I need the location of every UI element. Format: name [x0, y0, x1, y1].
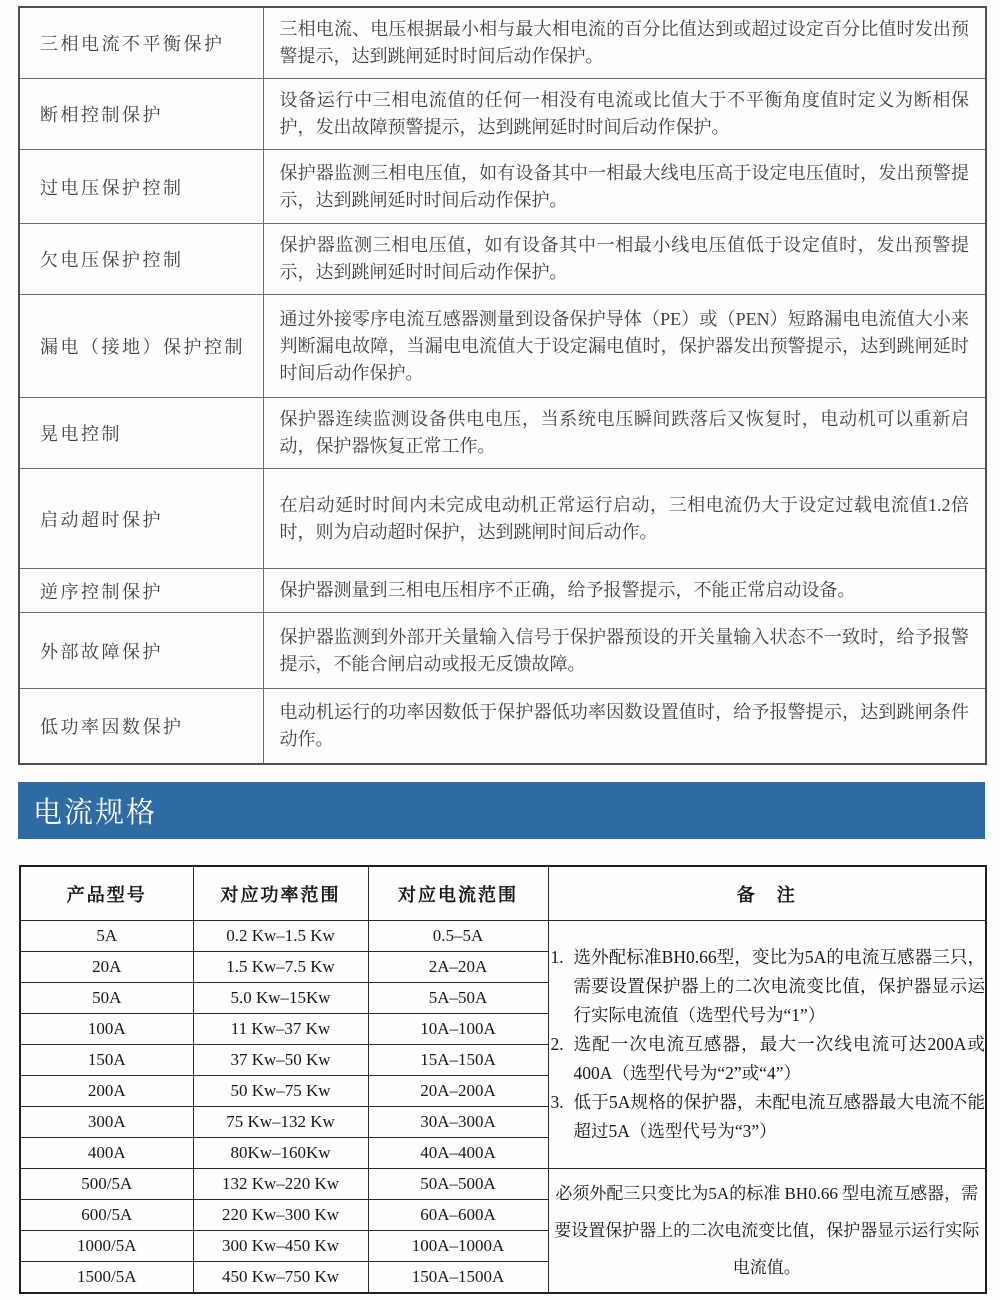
current-spec-table: [19, 865, 987, 1294]
remarks-upper-cell: [548, 921, 986, 1169]
protection-desc: 保护器连续监测设备供电电压，当系统电压瞬间跌落后又恢复时，电动机可以重新启动，保护器恢复正常工作。: [263, 398, 986, 469]
model-cell: 5A: [20, 921, 193, 952]
model-cell: 400A: [20, 1138, 193, 1169]
power-cell: 11 Kw–37 Kw: [193, 1014, 368, 1045]
power-cell: 5.0 Kw–15Kw: [193, 983, 368, 1014]
power-cell: 1.5 Kw–7.5 Kw: [193, 952, 368, 983]
table-row: [19, 79, 986, 150]
model-cell: 200A: [20, 1076, 193, 1107]
power-cell: 0.2 Kw–1.5 Kw: [193, 921, 368, 952]
table-row: [20, 921, 986, 952]
current-cell: 0.5–5A: [368, 921, 548, 952]
section-header: [18, 782, 985, 839]
header-current-range: 对应电流范围: [368, 866, 548, 921]
model-cell: 20A: [20, 952, 193, 983]
table-row: [19, 569, 986, 613]
protection-desc: 电动机运行的功率因数低于保护器低功率因数设置值时，给予报警提示，达到跳闸条件动作。: [263, 689, 986, 764]
model-cell: 100A: [20, 1014, 193, 1045]
table-row: [20, 1169, 986, 1200]
header-model: 产品型号: [20, 866, 193, 921]
protection-name: 晃电控制: [19, 398, 263, 469]
protection-name: 断相控制保护: [19, 79, 263, 150]
protection-desc: 保护器监测三相电压值，如有设备其中一相最大线电压高于设定电压值时，发出预警提示，达到跳闸延时时间后动作保护。: [263, 150, 986, 224]
current-cell: 5A–50A: [368, 983, 548, 1014]
current-cell: 150A–1500A: [368, 1262, 548, 1293]
protection-desc: 三相电流、电压根据最小相与最大相电流的百分比值达到或超过设定百分比值时发出预警提示，达到跳闸延时时间后动作保护。: [263, 7, 986, 79]
protection-name: 低功率因数保护: [19, 689, 263, 764]
power-cell: 220 Kw–300 Kw: [193, 1200, 368, 1231]
remark-item: 选外配标准BH0.66型，变比为5A的电流互感器三只，需要设置保护器上的二次电流变比值，保护器显示运行实际电流值（选型代号为“1”）: [573, 947, 985, 1025]
protection-name: 过电压保护控制: [19, 150, 263, 224]
table-row: [19, 689, 986, 764]
protection-name: 逆序控制保护: [19, 569, 263, 613]
current-cell: 50A–500A: [368, 1169, 548, 1200]
power-cell: 75 Kw–132 Kw: [193, 1107, 368, 1138]
power-cell: 80Kw–160Kw: [193, 1138, 368, 1169]
protection-desc: 通过外接零序电流互感器测量到设备保护导体（PE）或（PEN）短路漏电电流值大小来判断漏电故障，当漏电电流值大于设定漏电值时，保护器发出预警提示，达到跳闸延时时间后动作保护。: [263, 295, 986, 398]
current-cell: 100A–1000A: [368, 1231, 548, 1262]
power-cell: 450 Kw–750 Kw: [193, 1262, 368, 1293]
header-power-range: 对应功率范围: [193, 866, 368, 921]
power-cell: 132 Kw–220 Kw: [193, 1169, 368, 1200]
current-cell: 30A–300A: [368, 1107, 548, 1138]
model-cell: 150A: [20, 1045, 193, 1076]
model-cell: 500/5A: [20, 1169, 193, 1200]
protection-desc: 设备运行中三相电流值的任何一相没有电流或比值大于不平衡角度值时定义为断相保护，发出故障预警提示，达到跳闸延时时间后动作保护。: [263, 79, 986, 150]
current-cell: 10A–100A: [368, 1014, 548, 1045]
model-cell: 50A: [20, 983, 193, 1014]
model-cell: 1500/5A: [20, 1262, 193, 1293]
remark-item: 低于5A规格的保护器，未配电流互感器最大电流不能超过5A（选型代号为“3”）: [573, 1092, 985, 1141]
current-cell: 2A–20A: [368, 952, 548, 983]
remarks-lower-cell: 必须外配三只变比为5A的标准 BH0.66 型电流互感器，需要设置保护器上的二次电流变比值，保护器显示运行实际电流值。: [548, 1169, 986, 1293]
table-row: [19, 613, 986, 689]
model-cell: 600/5A: [20, 1200, 193, 1231]
remarks-list: [549, 943, 986, 1146]
current-cell: 15A–150A: [368, 1045, 548, 1076]
header-remark: 备 注: [548, 866, 986, 921]
protection-name: 欠电压保护控制: [19, 224, 263, 295]
section-title: 电流规格: [33, 797, 158, 829]
power-cell: 37 Kw–50 Kw: [193, 1045, 368, 1076]
table-row: [19, 469, 986, 569]
protection-name: 启动超时保护: [19, 469, 263, 569]
table-row: [19, 7, 986, 79]
power-cell: 300 Kw–450 Kw: [193, 1231, 368, 1262]
current-cell: 20A–200A: [368, 1076, 548, 1107]
protection-desc: 保护器监测到外部开关量输入信号于保护器预设的开关量输入状态不一致时，给予报警提示，不能合闸启动或报无反馈故障。: [263, 613, 986, 689]
protection-desc: 在启动延时时间内未完成电动机正常运行启动，三相电流仍大于设定过载电流值1.2倍时，则为启动超时保护，达到跳闸时间后动作。: [263, 469, 986, 569]
protection-name: 外部故障保护: [19, 613, 263, 689]
table-row: [19, 295, 986, 398]
protection-name: 三相电流不平衡保护: [19, 7, 263, 79]
model-cell: 1000/5A: [20, 1231, 193, 1262]
protection-functions-table: [18, 6, 987, 765]
table-row: [19, 398, 986, 469]
protection-desc: 保护器监测三相电压值，如有设备其中一相最小线电压值低于设定值时，发出预警提示，达到跳闸延时时间后动作保护。: [263, 224, 986, 295]
table-row: [19, 150, 986, 224]
remark-item: 选配一次电流互感器，最大一次线电流可达200A或400A（选型代号为“2”或“4”）: [573, 1034, 985, 1083]
current-cell: 60A–600A: [368, 1200, 548, 1231]
protection-name: 漏电（接地）保护控制: [19, 295, 263, 398]
table-header-row: [20, 866, 986, 921]
table-row: [19, 224, 986, 295]
model-cell: 300A: [20, 1107, 193, 1138]
current-cell: 40A–400A: [368, 1138, 548, 1169]
power-cell: 50 Kw–75 Kw: [193, 1076, 368, 1107]
protection-desc: 保护器测量到三相电压相序不正确，给予报警提示，不能正常启动设备。: [263, 569, 986, 613]
